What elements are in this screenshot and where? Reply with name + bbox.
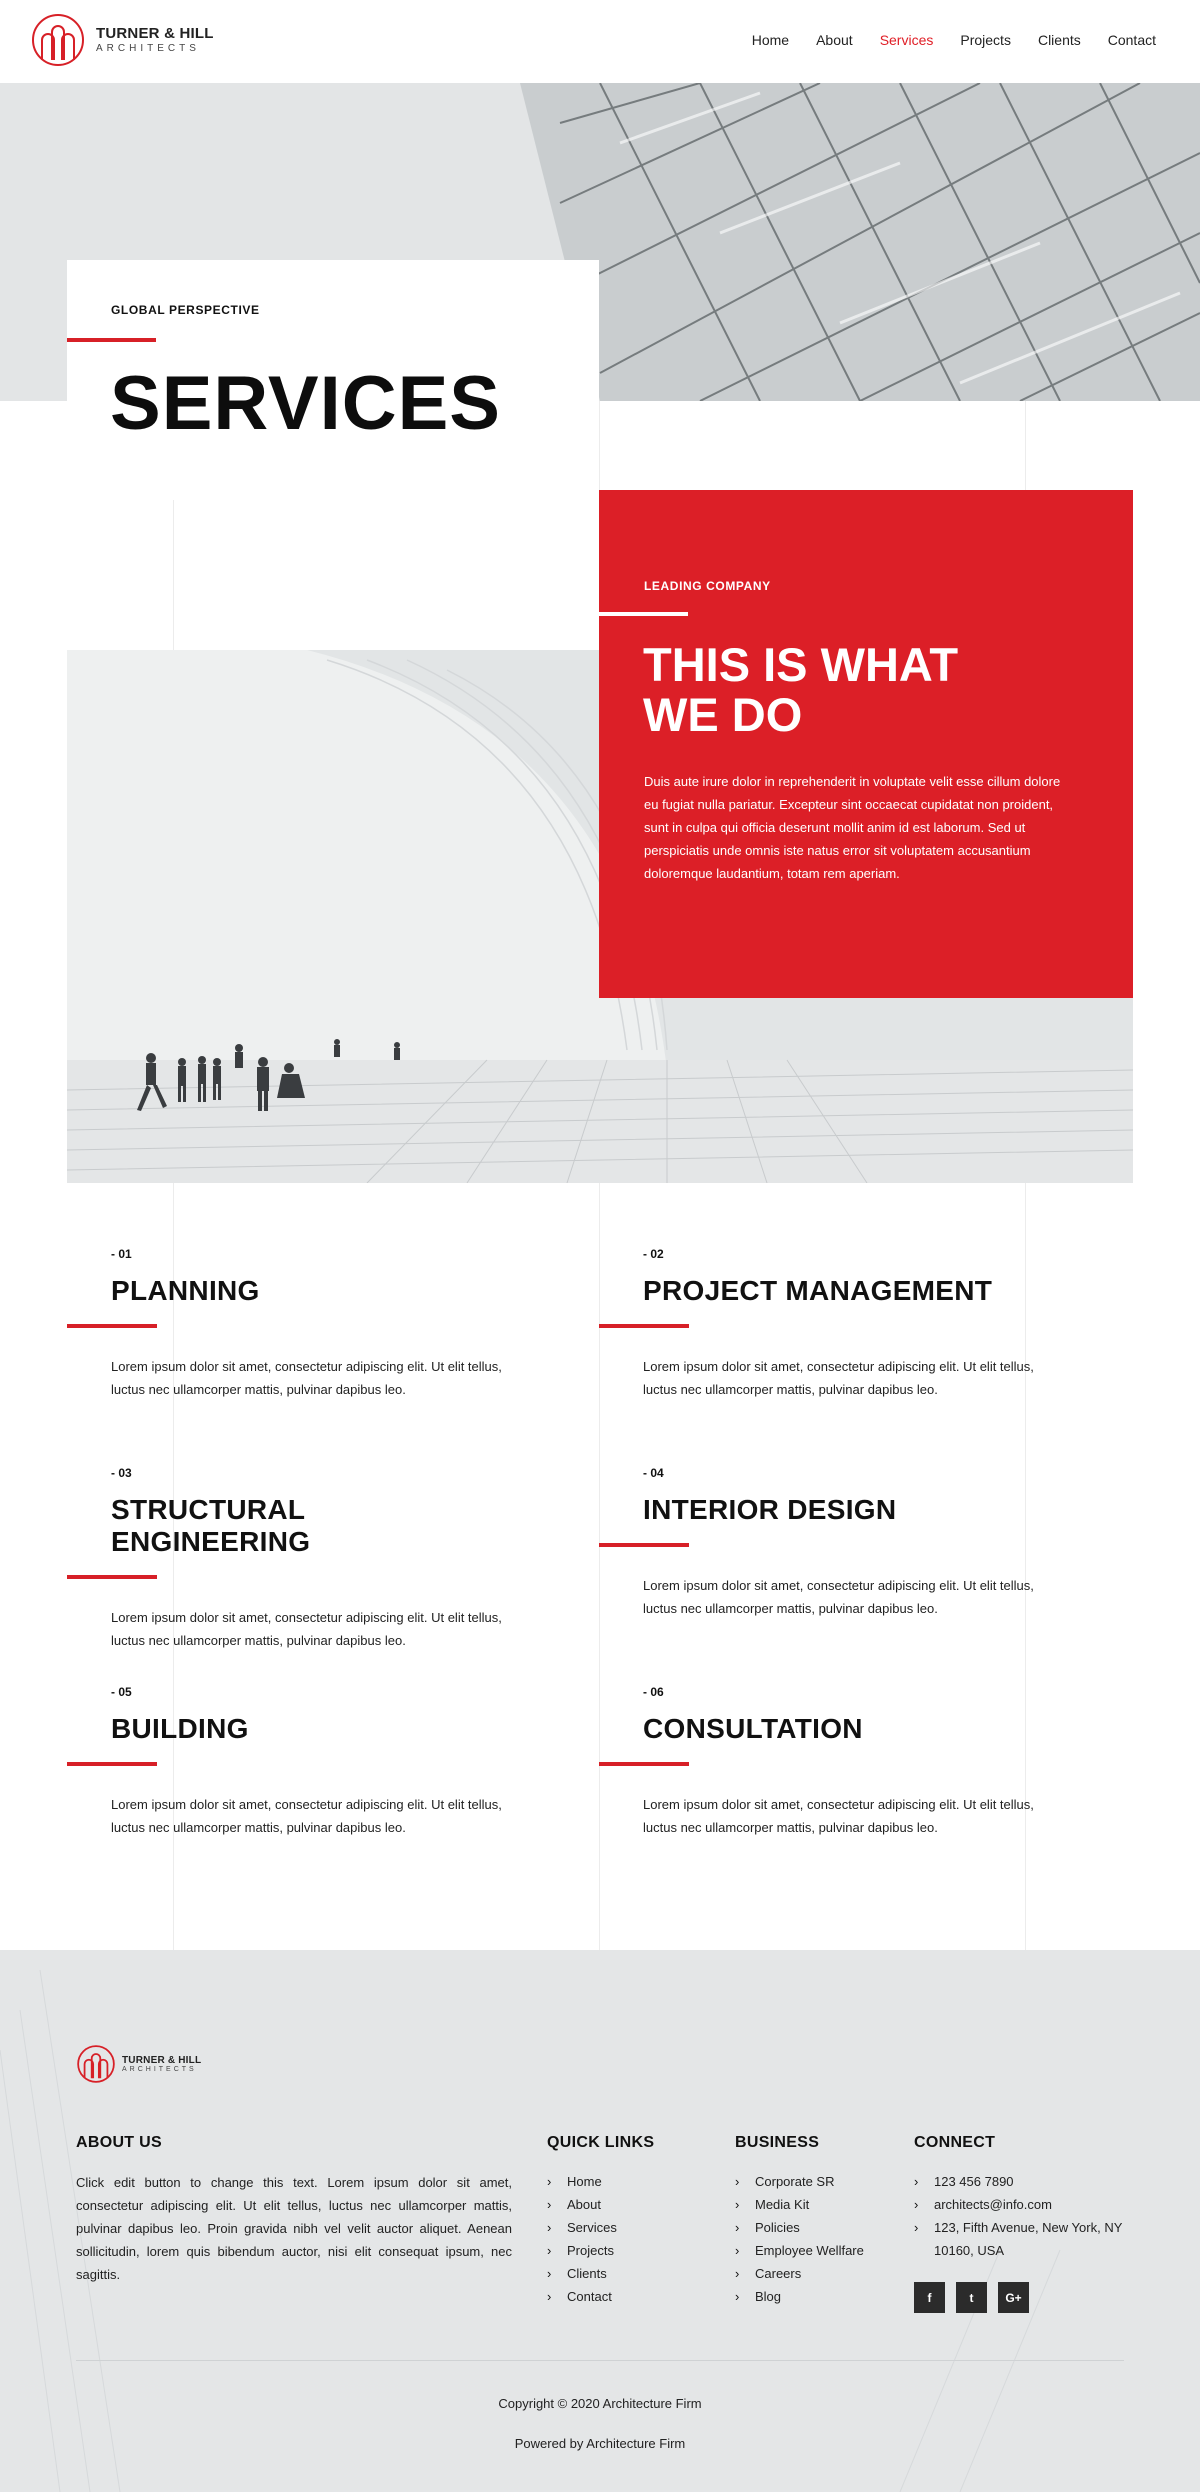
page-title: SERVICES <box>110 361 501 446</box>
footer-link-label: Blog <box>755 2289 782 2304</box>
chevron-right-icon: › <box>735 2220 740 2235</box>
accent-bar <box>67 1575 157 1579</box>
accent-bar <box>599 1762 689 1766</box>
phone-number: 123 456 7890 <box>934 2174 1014 2189</box>
footer-brand-subtitle: ARCHITECTS <box>122 2065 197 2073</box>
feature-title-line2: WE DO <box>643 687 803 741</box>
chevron-right-icon: › <box>914 2174 919 2189</box>
chevron-right-icon: › <box>735 2174 740 2189</box>
service-title: CONSULTATION <box>643 1713 863 1744</box>
service-number: - 05 <box>111 1685 132 1699</box>
service-title: PLANNING <box>111 1275 260 1306</box>
footer-link-label: Projects <box>567 2243 614 2258</box>
footer-divider <box>76 2360 1124 2361</box>
chevron-right-icon: › <box>547 2243 552 2258</box>
service-text: Lorem ipsum dolor sit amet, consectetur adipiscing elit. Ut elit tellus, luctus nec ullamcorper mattis, pulvinar dapibus leo. <box>111 1797 502 1835</box>
footer-link-contact[interactable] <box>547 2285 617 2308</box>
nav-contact[interactable]: Contact <box>1107 32 1156 48</box>
logo-arches-icon <box>76 2044 116 2084</box>
footer-link-label: Corporate SR <box>755 2174 835 2189</box>
hero-eyebrow: GLOBAL PERSPECTIVE <box>111 303 260 317</box>
chevron-right-icon: › <box>914 2220 919 2235</box>
chevron-right-icon: › <box>547 2197 552 2212</box>
footer-business-links <box>735 2170 864 2308</box>
feature-red-card <box>599 490 1133 998</box>
footer-link-corporate-sr[interactable] <box>735 2170 864 2193</box>
service-structural-engineering <box>67 1466 502 1652</box>
footer-phone[interactable] <box>914 2170 1124 2193</box>
chevron-right-icon: › <box>547 2174 552 2189</box>
nav-services[interactable]: Services <box>879 32 934 48</box>
footer-link-label: Contact <box>567 2289 612 2304</box>
copyright-text: Copyright © 2020 Architecture Firm <box>498 2396 702 2411</box>
footer-email[interactable] <box>914 2193 1124 2216</box>
service-consultation <box>599 1685 1034 1839</box>
feature-body: Duis aute irure dolor in reprehenderit in voluptate velit esse cillum dolore eu fugiat nulla pariatur. Excepteur sint occaecat cupidatat non proident, sunt in culpa qui officia deserunt mollit anim id est laborum. Sed ut perspiciatis unde omnis iste natus error sit voluptatem accusantium doloremque laudantium, totam rem aperiam. <box>644 774 1061 881</box>
footer-business-heading: BUSINESS <box>735 2134 820 2151</box>
footer-link-projects[interactable] <box>547 2239 617 2262</box>
footer-contact-list <box>914 2170 1124 2262</box>
service-title: BUILDING <box>111 1713 249 1744</box>
brand-logo[interactable] <box>30 12 214 68</box>
footer-link-label: Careers <box>755 2266 802 2281</box>
chevron-right-icon: › <box>914 2197 919 2212</box>
nav-about[interactable]: About <box>816 32 853 48</box>
footer-link-label: Policies <box>755 2220 800 2235</box>
feature-title <box>643 640 958 740</box>
site-header <box>0 0 1200 83</box>
chevron-right-icon: › <box>735 2243 740 2258</box>
footer-link-careers[interactable] <box>735 2262 864 2285</box>
service-building <box>67 1685 502 1839</box>
service-text: Lorem ipsum dolor sit amet, consectetur adipiscing elit. Ut elit tellus, luctus nec ullamcorper mattis, pulvinar dapibus leo. <box>643 1359 1034 1397</box>
chevron-right-icon: › <box>735 2197 740 2212</box>
service-number: - 03 <box>111 1466 132 1480</box>
email-address: architects@info.com <box>934 2197 1052 2212</box>
footer-link-clients[interactable] <box>547 2262 617 2285</box>
footer-link-blog[interactable] <box>735 2285 864 2308</box>
service-interior-design <box>599 1466 1034 1620</box>
chevron-right-icon: › <box>547 2220 552 2235</box>
nav-home[interactable]: Home <box>751 32 790 48</box>
service-text: Lorem ipsum dolor sit amet, consectetur adipiscing elit. Ut elit tellus, luctus nec ullamcorper mattis, pulvinar dapibus leo. <box>111 1359 502 1397</box>
footer-link-services[interactable] <box>547 2216 617 2239</box>
accent-bar <box>67 338 156 342</box>
nav-clients[interactable]: Clients <box>1037 32 1081 48</box>
service-title: STRUCTURAL ENGINEERING <box>111 1494 311 1557</box>
google-plus-icon[interactable]: G+ <box>998 2282 1029 2313</box>
twitter-icon[interactable]: t <box>956 2282 987 2313</box>
accent-bar <box>599 1543 689 1547</box>
footer-link-label: Employee Wellfare <box>755 2243 864 2258</box>
service-number: - 06 <box>643 1685 664 1699</box>
brand-name: TURNER & HILL <box>96 25 214 43</box>
footer-link-media-kit[interactable] <box>735 2193 864 2216</box>
service-project-management <box>599 1247 1034 1401</box>
footer-brand-name: TURNER & HILL <box>122 2054 202 2066</box>
footer-about-text: Click edit button to change this text. Lorem ipsum dolor sit amet, consectetur adipiscing elit. Ut elit tellus, luctus nec ullamcorper mattis, pulvinar dapibus leo. Proin gravida nibh vel velit auctor aliquet. Aenean sollicitudin, lorem quis bibendum auctor, nisi elit consequat ipsum, nec sagittis. <box>76 2175 512 2282</box>
footer-link-label: About <box>567 2197 601 2212</box>
footer-link-label: Services <box>567 2220 617 2235</box>
service-planning <box>67 1247 502 1401</box>
social-links <box>914 2282 1029 2313</box>
footer-address <box>914 2216 1124 2262</box>
main-nav <box>752 32 1156 48</box>
chevron-right-icon: › <box>547 2266 552 2281</box>
logo-arches-icon <box>30 12 86 68</box>
footer-quick-links-heading: QUICK LINKS <box>547 2134 655 2151</box>
service-text: Lorem ipsum dolor sit amet, consectetur adipiscing elit. Ut elit tellus, luctus nec ullamcorper mattis, pulvinar dapibus leo. <box>643 1797 1034 1835</box>
footer-link-home[interactable] <box>547 2170 617 2193</box>
footer-quick-links <box>547 2170 617 2308</box>
footer-link-about[interactable] <box>547 2193 617 2216</box>
footer-link-label: Media Kit <box>755 2197 810 2212</box>
chevron-right-icon: › <box>547 2289 552 2304</box>
feature-title-line1: THIS IS WHAT <box>643 638 959 691</box>
accent-bar <box>67 1762 157 1766</box>
accent-bar <box>67 1324 157 1328</box>
service-number: - 04 <box>643 1466 664 1480</box>
service-text: Lorem ipsum dolor sit amet, consectetur adipiscing elit. Ut elit tellus, luctus nec ullamcorper mattis, pulvinar dapibus leo. <box>643 1578 1034 1616</box>
service-text: Lorem ipsum dolor sit amet, consectetur adipiscing elit. Ut elit tellus, luctus nec ullamcorper mattis, pulvinar dapibus leo. <box>111 1610 502 1648</box>
hero-title-card <box>67 260 599 500</box>
footer-about-heading: ABOUT US <box>76 2134 162 2151</box>
service-number: - 02 <box>643 1247 664 1261</box>
accent-bar <box>599 1324 689 1328</box>
chevron-right-icon: › <box>735 2266 740 2281</box>
service-title: INTERIOR DESIGN <box>643 1494 897 1525</box>
footer-logo[interactable] <box>76 2044 201 2084</box>
service-title: PROJECT MANAGEMENT <box>643 1275 993 1306</box>
footer-connect-heading: CONNECT <box>914 2134 996 2151</box>
brand-subtitle: ARCHITECTS <box>96 42 200 54</box>
service-number: - 01 <box>111 1247 132 1261</box>
street-address: 123, Fifth Avenue, New York, NY 10160, USA <box>934 2220 1123 2258</box>
footer-link-label: Clients <box>567 2266 607 2281</box>
feature-eyebrow: LEADING COMPANY <box>644 579 771 593</box>
footer-link-employee-wellfare[interactable] <box>735 2239 864 2262</box>
powered-by-text: Powered by Architecture Firm <box>514 2436 686 2451</box>
nav-projects[interactable]: Projects <box>960 32 1011 48</box>
facebook-icon[interactable]: f <box>914 2282 945 2313</box>
footer-link-policies[interactable] <box>735 2216 864 2239</box>
accent-bar-white <box>599 612 688 616</box>
footer-link-label: Home <box>567 2174 602 2189</box>
chevron-right-icon: › <box>735 2289 740 2304</box>
